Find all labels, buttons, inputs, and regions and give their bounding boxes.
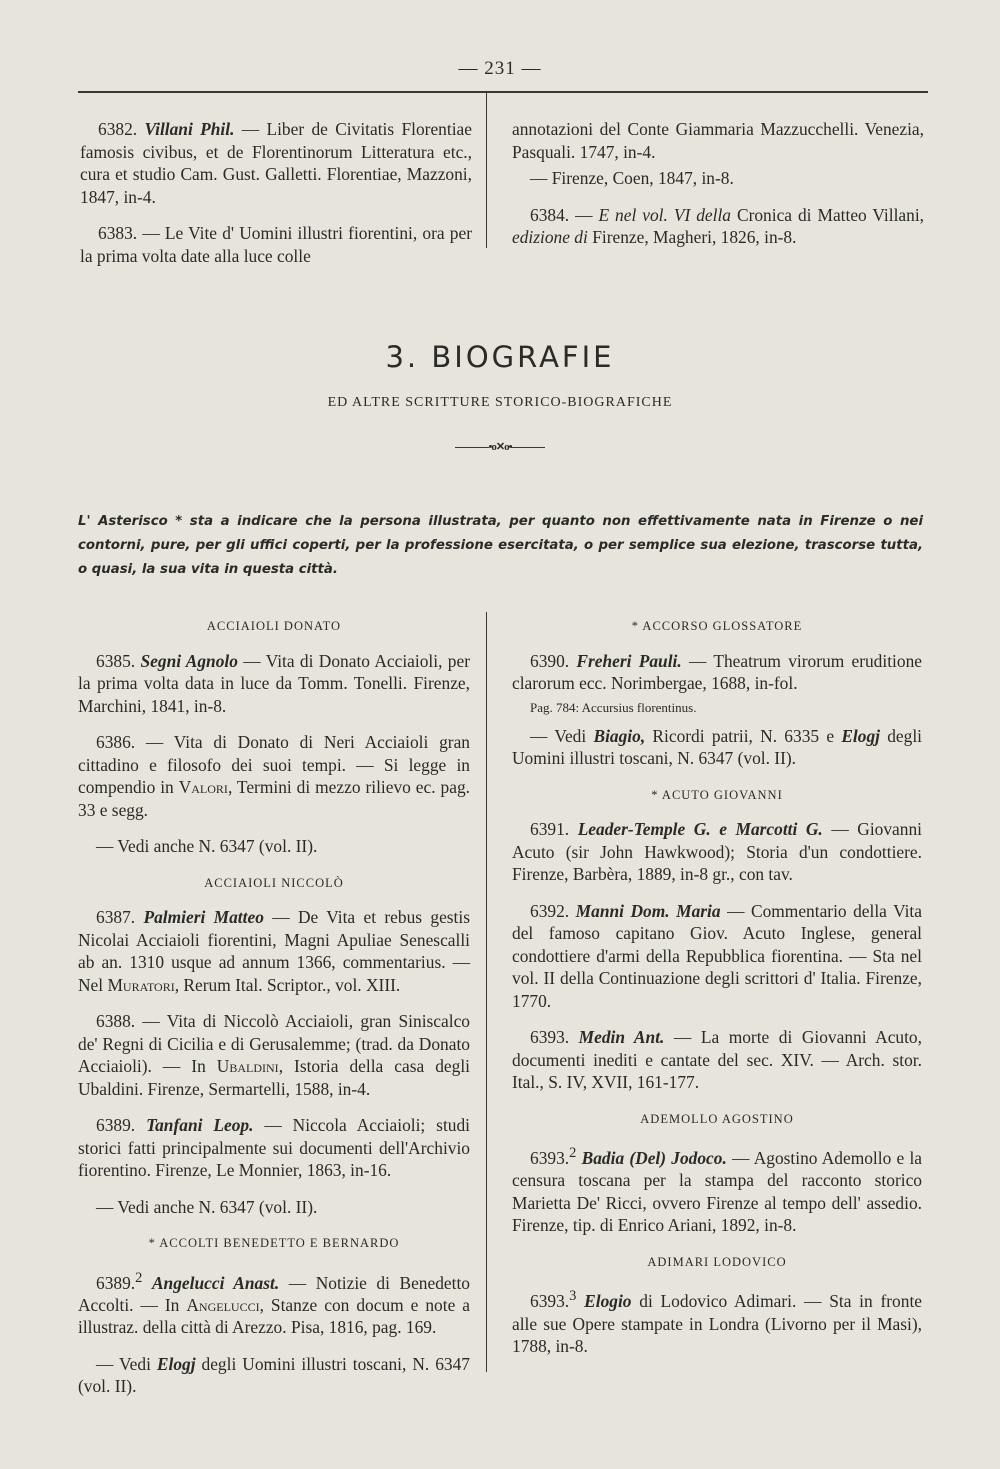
entry-6385: 6385. Segni Agnolo — Vita di Donato Acciaioli, per la prima volta data in luce da Tomm. Tonelli. Firenze, Marchini, 1841, in-8.: [78, 650, 470, 716]
entry-6383-cont2: — Firenze, Coen, 1847, in-8.: [530, 168, 734, 188]
entry-6390-note: Pag. 784: Accursius florentinus.: [530, 699, 697, 715]
top-left-column: [80, 118, 472, 281]
heading-adimari: ADIMARI LODOVICO: [647, 1254, 787, 1269]
entry-6386: 6386. — Vita di Donato di Neri Acciaioli gran cittadino e filosofo dei suoi tempi. — Si legge in compendio in Valori, Termini di mezzo rilievo ec. pag. 33 e segg.: [78, 732, 471, 820]
entry-6389-2: 6389.$^2$ Angelucci Anast. — Notizie di Benedetto Accolti. — In Angelucci, Stanze con docum e note a illustraz. della città di Arezzo. Pisa, 1816, pag. 169.: [78, 1269, 470, 1338]
see-also-biagio: — Vedi Biagio, Ricordi patrii, N. 6335 e Elogj degli Uomini illustri toscani, N. 6347 (vol. II).: [512, 725, 922, 768]
entry-6393-3: 6393.$^3$ Elogio di Lodovico Adimari. — Sta in fronte alle sue Opere stampate in Londra (Livorno per il Masi), 1788, in-8.: [512, 1288, 922, 1357]
entry-6383: 6383. — Le Vite d' Uomini illustri fiorentini, ora per la prima volta date alla luce colle: [80, 223, 472, 266]
see-also-2: — Vedi anche N. 6347 (vol. II).: [96, 1196, 318, 1217]
entry-6387: 6387. Palmieri Matteo — De Vita et rebus gestis Nicolai Acciaioli fiorentini, Magni Apuliae Senescalli ab an. 1310 usque ad annum 1366, commentarius. — Nel Muratori, Rerum Ital. Scriptor., vol. XIII.: [78, 907, 470, 995]
heading-acuto: * ACUTO GIOVANNI: [651, 787, 783, 802]
entry-6393-2: 6393.$^2$ Badia (Del) Jodoco. — Agostino Ademollo e la censura toscana per la stampa del racconto storico Marietta De' Ricci, ovvero Firenze al tempo dell' assedio. Firenze, tip. di Enrico Ariani, 1892, in-8.: [512, 1145, 922, 1236]
entry-6384: 6384. — E nel vol. VI della Cronica di Matteo Villani, edizione di Firenze, Magheri, 1826, in-8.: [512, 204, 924, 247]
entry-6388: 6388. — Vita di Niccolò Acciaioli, gran Siniscalco de' Regni di Cicilia e di Gerusalemme; (trad. da Donato Acciaioli). — In Ubaldini, Istoria della casa degli Ubaldini. Firenze, Sermartelli, 1588, in-4.: [78, 1011, 470, 1099]
heading-accolti: * ACCOLTI BENEDETTO E BERNARDO: [148, 1236, 400, 1250]
section-subtitle: ED ALTRE SCRITTURE STORICO-BIOGRAFICHE: [327, 395, 673, 410]
top-column-divider: [486, 93, 487, 248]
see-also-3: — Vedi Elogj degli Uomini illustri toscani, N. 6347 (vol. II).: [78, 1353, 470, 1397]
entry-6391: 6391. Leader-Temple G. e Marcotti G. — Giovanni Acuto (sir John Hawkwood); Storia d'un condottiere. Firenze, Barbèra, 1889, in-8 gr., con tav.: [512, 819, 922, 884]
top-right-column: [512, 118, 924, 263]
see-also-1: — Vedi anche N. 6347 (vol. II).: [96, 836, 318, 856]
heading-ademollo: ADEMOLLO AGOSTINO: [640, 1111, 794, 1126]
entry-6393: 6393. Medin Ant. — La morte di Giovanni Acuto, documenti inediti e cantate del sec. XIV. — Arch. stor. Ital., S. IV, XVII, 161-177.: [512, 1027, 922, 1092]
ornament: •o✕o•: [0, 440, 1000, 453]
entry-6390: 6390. Freheri Pauli. — Theatrum virorum eruditione clarorum ecc. Norimbergae, 1688, in-fol.: [512, 650, 922, 693]
entry-6392: 6392. Manni Dom. Maria — Commentario della Vita del famoso capitano Giov. Acuto Inglese, general condottiere d'armi della Repubblica fiorentina. — Sta nel vol. II della Continuazione degli scrittori d' Italia. Firenze, 1770.: [512, 900, 922, 1011]
entry-6383-cont: annotazioni del Conte Giammaria Mazzucchelli. Venezia, Pasquali. 1747, in-4.: [512, 119, 924, 162]
entry-6389: 6389. Tanfani Leop. — Niccola Acciaioli; studi storici fatti principalmente sui documenti dell'Archivio fiorentino. Firenze, Le Monnier, 1863, in-16.: [78, 1115, 470, 1180]
asterisk-note: L' Asterisco * sta a indicare che la persona illustrata, per quanto non effettivamente nata in Firenze o nei contorni, pure, per gli uffici coperti, per la professione esercitata, o per semplice sua elezione, trascorse tutta, o quasi, la sua vita in questa città.: [78, 514, 923, 577]
heading-acciaioli-donato: ACCIAIOLI DONATO: [206, 619, 342, 633]
page-number: — 231 —: [458, 58, 542, 79]
heading-accorso: * ACCORSO GLOSSATORE: [631, 619, 803, 633]
left-column: [78, 615, 470, 1412]
right-column: [512, 615, 922, 1372]
main-column-divider: [486, 612, 487, 1372]
section-title: 3. BIOGRAFIE: [385, 340, 615, 374]
top-rule: [78, 91, 928, 93]
heading-acciaioli-niccolo: ACCIAIOLI NICCOLÒ: [204, 875, 344, 890]
entry-6382: 6382. Villani Phil. — Liber de Civitatis Florentiae famosis civibus, et de Florentinorum Litteratura etc., cura et studio Cam. Gust. Galletti. Florentiae, Mazzoni, 1847, in-4.: [80, 119, 472, 207]
